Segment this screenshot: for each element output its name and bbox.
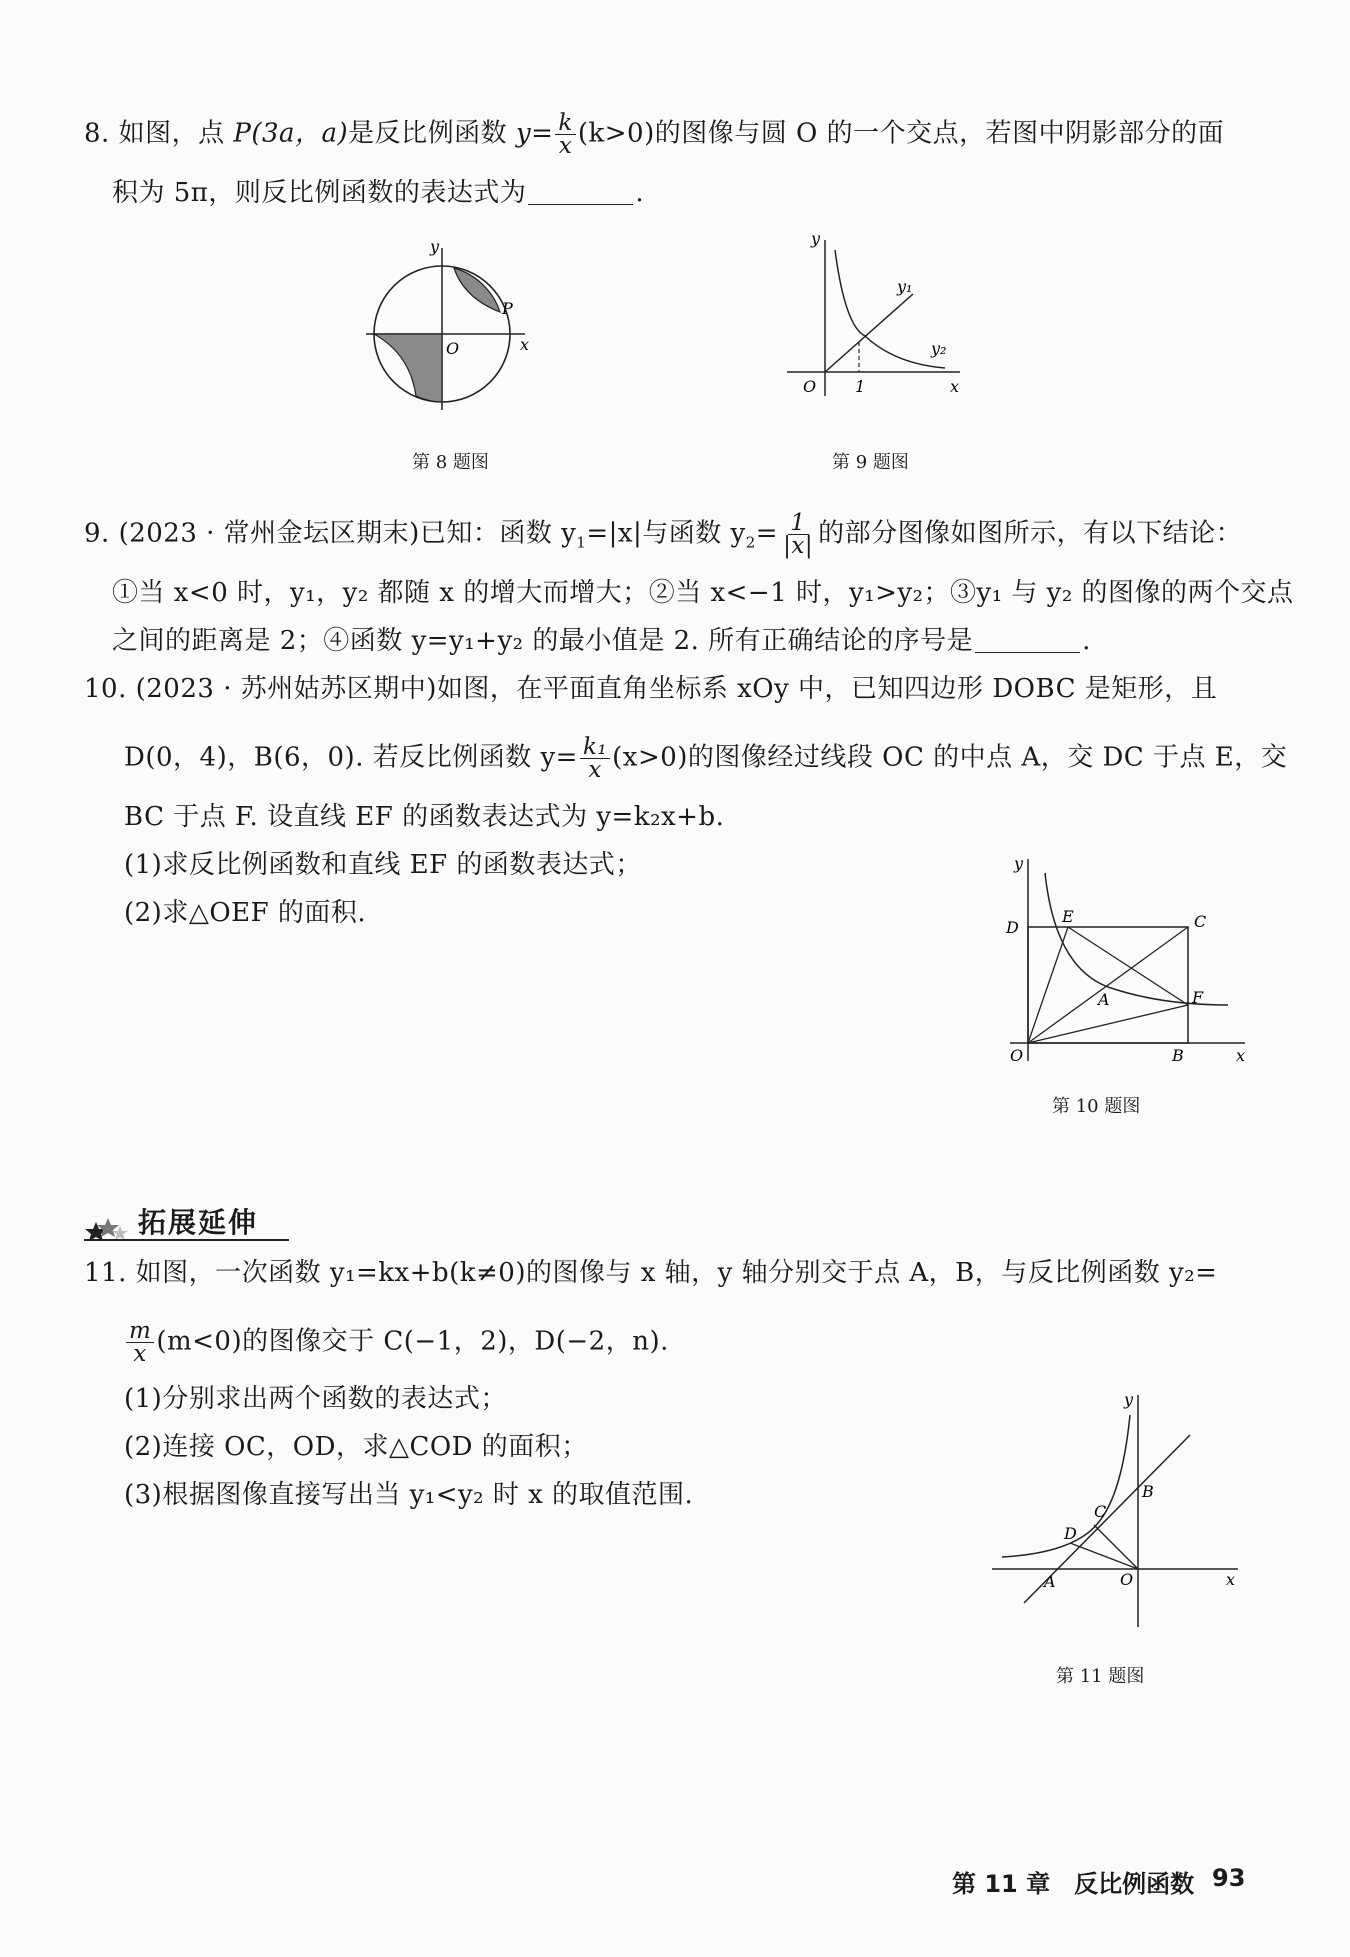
footer-chapter: 第 11 章 反比例函数	[952, 1870, 1195, 1898]
fig9-y2-label: y₂	[931, 339, 947, 358]
fig11-d-label: D	[1064, 1524, 1077, 1543]
fig8-caption: 第 8 题图	[412, 452, 489, 473]
fig10-c-label: C	[1194, 912, 1207, 931]
figure-11	[990, 1385, 1240, 1630]
fig9-y1-label: y₁	[897, 277, 913, 296]
fig9-caption: 第 9 题图	[832, 452, 909, 473]
q8-fraction: $\frac{k}{x}$	[555, 112, 575, 157]
q10-sub1: (1)求反比例函数和直线 EF 的函数表达式；	[124, 850, 642, 880]
q11-fraction: $\frac{m}{x}$	[126, 1320, 154, 1365]
q11-line1: 11. 如图，一次函数 y₁=kx+b(k≠0)的图像与 x 轴，y 轴分别交于点 A，B，与反比例函数 y₂=	[84, 1258, 1218, 1288]
q8-line2: 积为 5π，则反比例函数的表达式为 .	[112, 178, 645, 208]
q9-fraction: $\frac{1}{|x|}$	[783, 510, 814, 559]
figure-10	[1000, 855, 1250, 1065]
fig11-a-label: A	[1044, 1572, 1056, 1591]
fig9-x-label: x	[950, 377, 960, 396]
fig10-origin-label: O	[1010, 1046, 1024, 1065]
q11-sub2: (2)连接 OC，OD，求△COD 的面积；	[124, 1432, 588, 1462]
figure-9	[785, 228, 965, 403]
answer-blank[interactable]	[975, 651, 1080, 653]
q9-line3: 之间的距离是 2；④函数 y=y₁+y₂ 的最小值是 2. 所有正确结论的序号是 .	[112, 626, 1091, 656]
fig10-f-label: F	[1192, 988, 1204, 1007]
fig11-caption: 第 11 题图	[1056, 1666, 1145, 1687]
fig11-origin-label: O	[1120, 1570, 1134, 1589]
fig11-x-label: x	[1226, 1570, 1236, 1589]
q11-sub3: (3)根据图像直接写出当 y₁<y₂ 时 x 的取值范围.	[124, 1480, 694, 1510]
fig10-x-label: x	[1236, 1046, 1246, 1065]
q10-fraction: $\frac{\text{k₁}}{x}$	[580, 736, 610, 781]
fig9-tick-1: 1	[855, 377, 866, 396]
q11-line2: $\frac{m}{x}$ (m<0)的图像交于 C(−1，2)，D(−2，n).	[124, 1320, 669, 1365]
q10-line2: D(0，4)，B(6，0). 若反比例函数 y= $\frac{\text{k₁}}{x}$ (x>0)的图像经过线段 OC 的中点 A，交 DC 于点 E，交	[124, 734, 1288, 783]
q8-line1: 8. 如图，点 P(3a，a)是反比例函数 y= $\frac{k}{x}$ (k>0)的图像与圆 O 的一个交点，若图中阴影部分的面	[84, 110, 1225, 159]
q9-line2: ①当 x<0 时，y₁，y₂ 都随 x 的增大而增大；②当 x<−1 时，y₁>y₂；③y₁ 与 y₂ 的图像的两个交点	[112, 578, 1294, 608]
fig10-e-label: E	[1062, 907, 1074, 926]
fig10-caption: 第 10 题图	[1052, 1096, 1141, 1117]
fig10-y-label: y	[1014, 855, 1024, 873]
fig10-d-label: D	[1006, 918, 1019, 937]
figure-8	[360, 238, 550, 413]
fig8-origin-label: O	[446, 339, 460, 358]
fig11-b-label: B	[1142, 1482, 1154, 1501]
q9-line1: 9. (2023 · 常州金坛区期末)已知：函数 $y_1=|x|$与函数 $y_2=$ $\frac{1}{|x|}$ 的部分图像如图所示，有以下结论：	[84, 510, 1243, 559]
q10-line3: BC 于点 F. 设直线 EF 的函数表达式为 y=k₂x+b.	[124, 802, 725, 832]
fig10-a-label: A	[1098, 990, 1110, 1009]
fig9-origin-label: O	[803, 377, 817, 396]
page-number: 93	[1212, 1864, 1246, 1892]
fig8-x-label: x	[520, 335, 530, 354]
fig10-b-label: B	[1172, 1046, 1184, 1065]
answer-blank[interactable]	[528, 203, 633, 205]
fig11-c-label: C	[1094, 1502, 1107, 1521]
q10-sub2: (2)求△OEF 的面积.	[124, 898, 367, 928]
q10-line1: 10. (2023 · 苏州姑苏区期中)如图，在平面直角坐标系 xOy 中，已知四边形 DOBC 是矩形，且	[84, 674, 1218, 704]
fig11-y-label: y	[1124, 1390, 1134, 1409]
q11-sub1: (1)分别求出两个函数的表达式；	[124, 1384, 507, 1414]
section-title: 拓展延伸	[138, 1206, 259, 1239]
fig8-y-label: y	[430, 238, 440, 256]
fig9-y-label: y	[811, 229, 821, 248]
fig8-p-label: P	[502, 299, 513, 318]
